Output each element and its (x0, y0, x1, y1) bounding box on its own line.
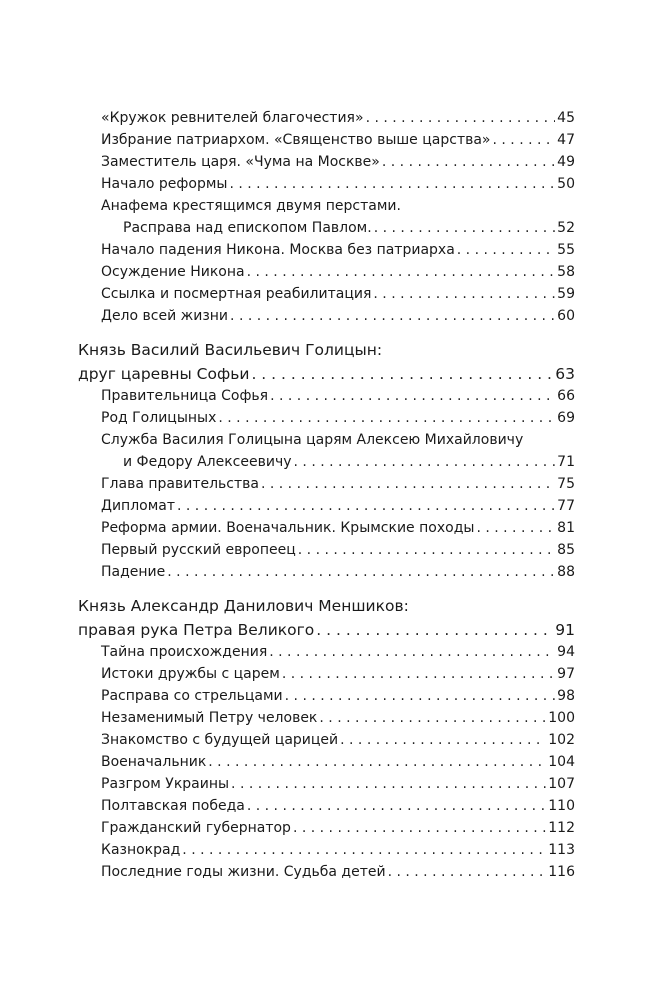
toc-entry-page: 81 (557, 520, 575, 536)
toc-entry-page: 52 (557, 220, 575, 236)
toc-entry-page: 60 (557, 308, 575, 324)
toc-entry-page: 49 (557, 154, 575, 170)
toc-entry-title: Разгром Украины (101, 776, 230, 792)
toc-entry (101, 151, 575, 173)
chapter-heading-title: правая рука Петра Великого (78, 621, 315, 639)
toc-entry (101, 817, 575, 839)
toc-entry-page: 102 (548, 732, 575, 748)
toc-entry-title-line1: Служба Василия Голицына царям Алексею Михайловичу (101, 432, 524, 448)
toc-entry-page: 94 (557, 644, 575, 660)
toc-entry-page: 55 (557, 242, 575, 258)
toc-entry-title: Истоки дружбы с царем (101, 666, 280, 682)
toc-entry-page: 75 (557, 476, 575, 492)
toc-entry (101, 217, 575, 239)
dot-leader (294, 451, 556, 473)
dot-leader (382, 151, 555, 173)
toc-entry (101, 261, 575, 283)
dot-leader (229, 173, 555, 195)
toc-entry-title: Тайна происхождения (101, 644, 268, 660)
toc-entry (101, 685, 575, 707)
toc-entry-title: Полтавская победа (101, 798, 245, 814)
toc-entry (101, 729, 575, 751)
toc-entry-title: Казнокрад (101, 842, 181, 858)
dot-leader (208, 751, 546, 773)
toc-entry-title: Расправа над епископом Павлом. (123, 220, 372, 236)
toc-entry-title: Первый русский европеец (101, 542, 296, 558)
dot-leader (374, 217, 555, 239)
dot-leader (251, 362, 553, 386)
dot-leader (247, 795, 546, 817)
toc-entry-title: Глава правительства (101, 476, 259, 492)
toc-entry (101, 641, 575, 663)
toc-entry-page: 85 (557, 542, 575, 558)
toc-entry (101, 473, 575, 495)
toc-entry-title: «Кружок ревнителей благочестия» (101, 110, 364, 126)
chapter-heading-line1: Князь Александр Данилович Меншиков: (78, 597, 409, 615)
toc-entry-page: 88 (557, 564, 575, 580)
toc-entry-page: 110 (548, 798, 575, 814)
toc-entry-page: 112 (548, 820, 575, 836)
toc-entry (101, 861, 575, 883)
toc-entry (101, 839, 575, 861)
dot-leader (167, 561, 555, 583)
dot-leader (247, 261, 556, 283)
toc-entry-page: 107 (548, 776, 575, 792)
dot-leader (269, 641, 555, 663)
toc-entry-title: Военачальник (101, 754, 207, 770)
toc-entry-title: Ссылка и посмертная реабилитация (101, 286, 372, 302)
toc-entry (101, 129, 575, 151)
toc-entry-page: 66 (557, 388, 575, 404)
toc-entry (101, 707, 575, 729)
dot-leader (373, 283, 555, 305)
chapter-heading-page: 91 (555, 621, 575, 639)
toc-entry (101, 305, 575, 327)
toc-entry-title: и Федору Алексеевичу (123, 454, 292, 470)
toc-entry-title: Гражданский губернатор (101, 820, 291, 836)
toc-entry (101, 283, 575, 305)
dot-leader (230, 305, 555, 327)
toc-entry-title: Дело всей жизни (101, 308, 229, 324)
toc-entry (101, 795, 575, 817)
toc-entry (101, 107, 575, 129)
toc-entry-page: 97 (557, 666, 575, 682)
toc-entry-page: 98 (557, 688, 575, 704)
toc-entry-title: Последние годы жизни. Судьба детей (101, 864, 386, 880)
dot-leader (231, 773, 546, 795)
toc-entry (101, 407, 575, 429)
toc-entry (101, 173, 575, 195)
toc-entry-page: 58 (557, 264, 575, 280)
toc-entry-page: 50 (557, 176, 575, 192)
toc-entry-page: 47 (557, 132, 575, 148)
toc-entry (101, 451, 575, 473)
dot-leader (298, 539, 555, 561)
dot-leader (177, 495, 555, 517)
toc-entry (101, 539, 575, 561)
dot-leader (457, 239, 555, 261)
toc-entry-title: Падение (101, 564, 166, 580)
dot-leader (218, 407, 555, 429)
toc-entry-page: 71 (557, 454, 575, 470)
toc-entry-page: 45 (557, 110, 575, 126)
chapter-heading-line1: Князь Василий Васильевич Голицын: (78, 341, 383, 359)
toc-entry-page: 77 (557, 498, 575, 514)
dot-leader (476, 517, 555, 539)
toc-entry-page: 69 (557, 410, 575, 426)
toc-entry-page: 104 (548, 754, 575, 770)
toc-entry (101, 239, 575, 261)
dot-leader (182, 839, 546, 861)
dot-leader (388, 861, 547, 883)
toc-entry-title: Дипломат (101, 498, 175, 514)
toc-entry-title: Правительница Софья (101, 388, 269, 404)
chapter-heading (78, 618, 575, 640)
dot-leader (340, 729, 546, 751)
toc-entry-title: Избрание патриархом. «Священство выше царства» (101, 132, 491, 148)
chapter-heading (78, 362, 575, 384)
dot-leader (493, 129, 556, 151)
dot-leader (282, 663, 555, 685)
dot-leader (316, 618, 553, 642)
toc-entry-page: 100 (548, 710, 575, 726)
toc-entry (101, 751, 575, 773)
toc-entry-title: Реформа армии. Военачальник. Крымские походы (101, 520, 475, 536)
toc-entry-page: 113 (548, 842, 575, 858)
toc-entry (101, 495, 575, 517)
toc-entry-title: Начало падения Никона. Москва без патриарха (101, 242, 455, 258)
toc-entry-title: Знакомство с будущей царицей (101, 732, 339, 748)
toc-entry-title: Заместитель царя. «Чума на Москве» (101, 154, 380, 170)
toc-entry-title-line1: Анафема крестящимся двумя перстами. (101, 198, 401, 214)
toc-entry (101, 385, 575, 407)
toc-entry (101, 663, 575, 685)
dot-leader (319, 707, 546, 729)
toc-entry-page: 59 (557, 286, 575, 302)
toc-entry-title: Осуждение Никона (101, 264, 245, 280)
dot-leader (366, 107, 556, 129)
toc-entry-page: 116 (548, 864, 575, 880)
chapter-heading-page: 63 (555, 365, 575, 383)
dot-leader (285, 685, 556, 707)
toc-entry (101, 773, 575, 795)
toc-entry-title: Расправа со стрельцами (101, 688, 283, 704)
toc-entry-title: Незаменимый Петру человек (101, 710, 318, 726)
toc-entry-title: Род Голицыных (101, 410, 217, 426)
dot-leader (261, 473, 555, 495)
chapter-heading-title: друг царевны Софьи (78, 365, 250, 383)
toc-entry (101, 517, 575, 539)
toc-entry-title: Начало реформы (101, 176, 228, 192)
toc-entry (101, 561, 575, 583)
dot-leader (293, 817, 546, 839)
dot-leader (270, 385, 555, 407)
